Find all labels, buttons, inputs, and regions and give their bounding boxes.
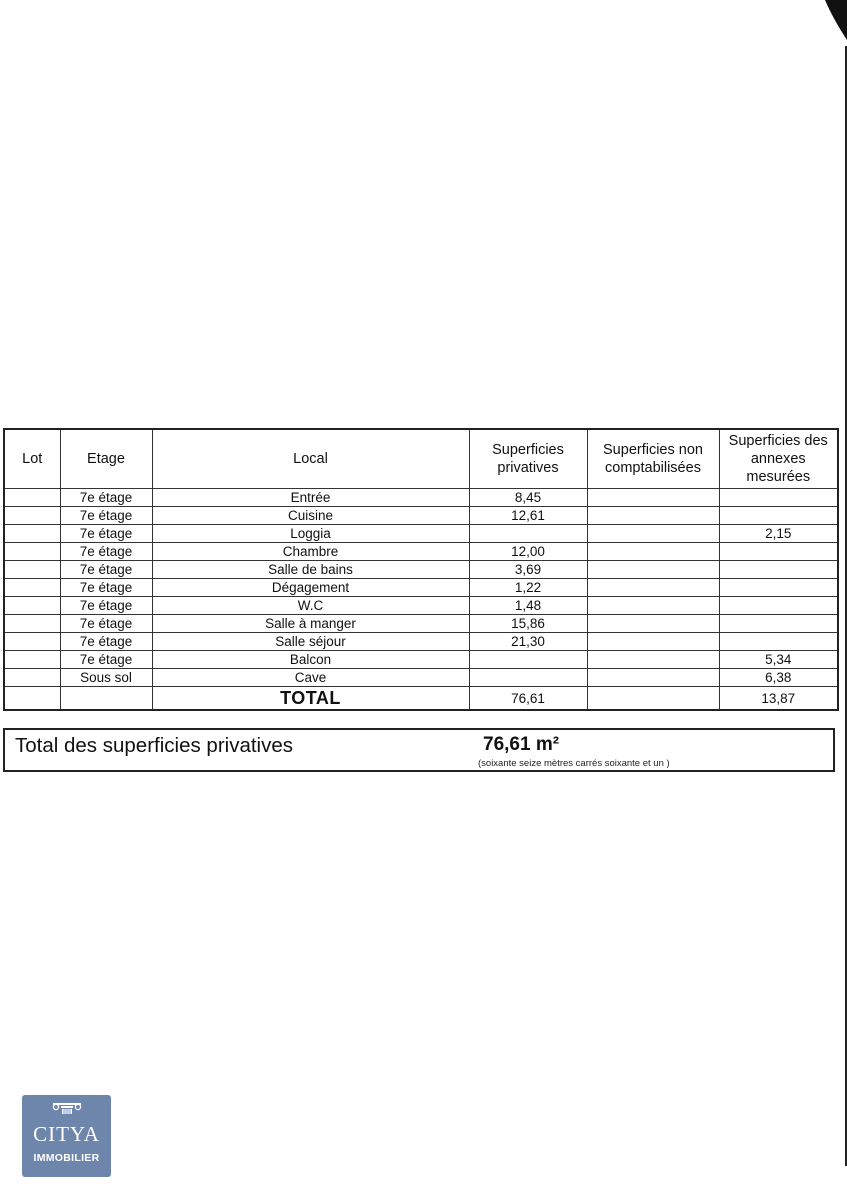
header-privatives: Superficies privatives (469, 429, 587, 489)
cell-local: Salle à manger (152, 615, 469, 633)
table-row (4, 507, 838, 525)
cell-etage: 7e étage (60, 561, 152, 579)
cell-annexes (719, 615, 838, 633)
cell-local: Dégagement (152, 579, 469, 597)
cell-privatives: 1,22 (469, 579, 587, 597)
cell-etage: 7e étage (60, 633, 152, 651)
table-row (4, 579, 838, 597)
cell-lot (4, 507, 60, 525)
cell-annexes: 6,38 (719, 669, 838, 687)
cell-local: Chambre (152, 543, 469, 561)
cell-etage: 7e étage (60, 507, 152, 525)
cell-non-comptabilisees (587, 507, 719, 525)
cell-lot (4, 579, 60, 597)
cell-annexes (719, 561, 838, 579)
cell-local: Cuisine (152, 507, 469, 525)
total-non-comptabilisees (587, 687, 719, 711)
cell-privatives: 12,61 (469, 507, 587, 525)
cell-non-comptabilisees (587, 525, 719, 543)
cell-lot (4, 489, 60, 507)
summary-label: Total des superficies privatives (15, 734, 294, 757)
cell-privatives: 21,30 (469, 633, 587, 651)
table-row (4, 633, 838, 651)
total-privatives: 76,61 (469, 687, 587, 711)
cell-etage: 7e étage (60, 543, 152, 561)
cell-local: W.C (152, 597, 469, 615)
cell-lot (4, 561, 60, 579)
table-row (4, 651, 838, 669)
cell-local: Entrée (152, 489, 469, 507)
surface-table (3, 428, 839, 711)
table-header-row (4, 429, 838, 489)
cell-annexes (719, 597, 838, 615)
cell-non-comptabilisees (587, 615, 719, 633)
header-lot: Lot (4, 429, 60, 489)
cell-local: Balcon (152, 651, 469, 669)
cell-non-comptabilisees (587, 633, 719, 651)
cell-lot (4, 669, 60, 687)
cell-local: Salle séjour (152, 633, 469, 651)
total-lot-cell (4, 687, 60, 711)
cell-annexes (719, 489, 838, 507)
cell-non-comptabilisees (587, 543, 719, 561)
cell-etage: 7e étage (60, 597, 152, 615)
cell-privatives: 12,00 (469, 543, 587, 561)
cell-annexes (719, 507, 838, 525)
citya-logo (22, 1095, 111, 1177)
table-row (4, 669, 838, 687)
cell-privatives: 3,69 (469, 561, 587, 579)
header-non-comptabilisees: Superficies non comptabilisées (587, 429, 719, 489)
cell-annexes: 2,15 (719, 525, 838, 543)
cell-privatives (469, 651, 587, 669)
cell-non-comptabilisees (587, 669, 719, 687)
total-etage-cell (60, 687, 152, 711)
cell-annexes (719, 543, 838, 561)
total-label: TOTAL (152, 687, 469, 711)
table-row (4, 543, 838, 561)
header-etage: Etage (60, 429, 152, 489)
cell-annexes: 5,34 (719, 651, 838, 669)
summary-value: 76,61 m² (483, 734, 560, 755)
cell-etage: 7e étage (60, 525, 152, 543)
cell-privatives: 15,86 (469, 615, 587, 633)
cell-privatives (469, 525, 587, 543)
table-row (4, 489, 838, 507)
total-annexes: 13,87 (719, 687, 838, 711)
cell-non-comptabilisees (587, 489, 719, 507)
table-row (4, 561, 838, 579)
cell-non-comptabilisees (587, 651, 719, 669)
cell-privatives: 8,45 (469, 489, 587, 507)
cell-lot (4, 615, 60, 633)
logo-name: CITYA (33, 1122, 100, 1146)
cell-lot (4, 651, 60, 669)
logo-subtitle: IMMOBILIER (33, 1152, 100, 1164)
cell-etage: 7e étage (60, 579, 152, 597)
summary-in-words: (soixante seize mètres carrés soixante et un ) (478, 758, 670, 769)
header-annexes: Superficies des annexes mesurées (719, 429, 838, 489)
cell-etage: 7e étage (60, 651, 152, 669)
summary-box (3, 728, 835, 772)
cell-etage: 7e étage (60, 489, 152, 507)
cell-annexes (719, 633, 838, 651)
cell-non-comptabilisees (587, 597, 719, 615)
cell-etage: Sous sol (60, 669, 152, 687)
cell-local: Salle de bains (152, 561, 469, 579)
column-capital-icon (52, 1101, 82, 1115)
cell-non-comptabilisees (587, 561, 719, 579)
cell-lot (4, 543, 60, 561)
scan-edge-mark (823, 0, 847, 46)
cell-lot (4, 525, 60, 543)
cell-privatives: 1,48 (469, 597, 587, 615)
table-row (4, 615, 838, 633)
cell-etage: 7e étage (60, 615, 152, 633)
cell-local: Cave (152, 669, 469, 687)
cell-lot (4, 597, 60, 615)
cell-local: Loggia (152, 525, 469, 543)
cell-lot (4, 633, 60, 651)
header-local: Local (152, 429, 469, 489)
total-row (4, 687, 838, 711)
cell-annexes (719, 579, 838, 597)
cell-privatives (469, 669, 587, 687)
table-row (4, 597, 838, 615)
table-row (4, 525, 838, 543)
cell-non-comptabilisees (587, 579, 719, 597)
